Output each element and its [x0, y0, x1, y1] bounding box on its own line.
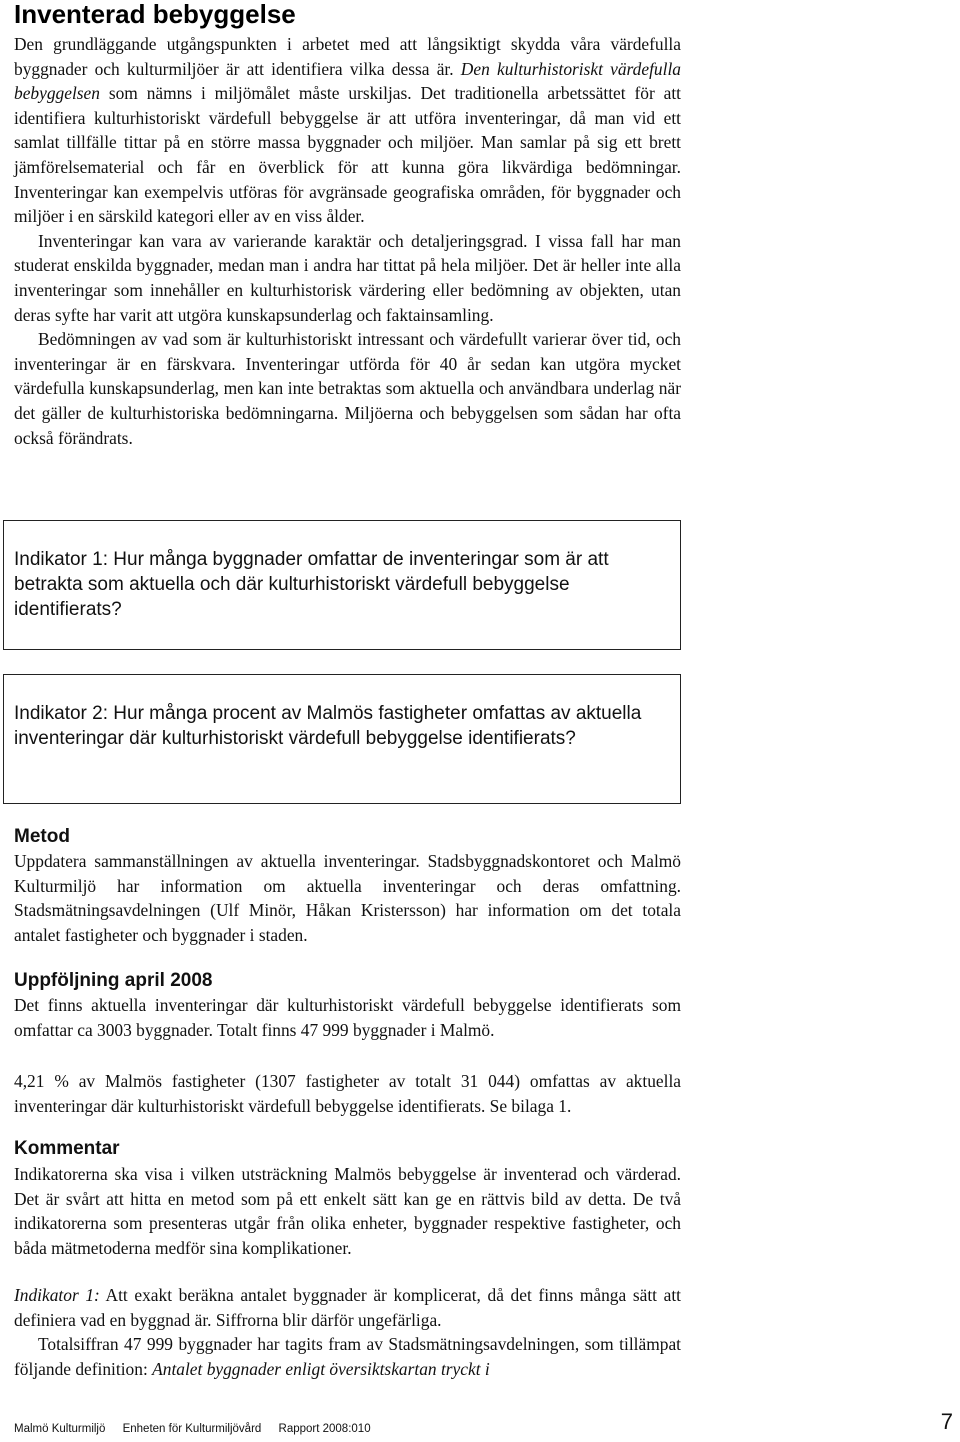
indicator-1-label: Indikator 1: [14, 1285, 100, 1305]
kommentar-text-block [14, 1162, 681, 1260]
footer-org: Malmö Kulturmiljö [14, 1423, 106, 1435]
page-number: 7 [940, 1409, 953, 1434]
uppfoljning-paragraph-2: 4,21 % av Malmös fastigheter (1307 fastigheter av totalt 31 044) omfattas av aktuella inventeringar där kulturhistoriskt värdefull bebyggelse identifierats. Se bilaga 1. [14, 1071, 681, 1116]
footer-report: Rapport 2008:010 [278, 1423, 371, 1435]
kommentar-paragraph-1: Indikatorerna ska visa i vilken utsträckning Malmös bebyggelse är inventerad och värderad. Det är svårt att hitta en metod som på ett enkelt sätt kan ge en rättvis bild av detta. De två indikatorerna som presenteras utgår från olika enheter, byggnader respektive fastigheter, och båda mätmetoderna medför sina komplikationer. [14, 1164, 681, 1258]
indicator-2-box [3, 674, 681, 804]
uppfoljning-heading: Uppföljning april 2008 [14, 970, 213, 991]
kommentar-p3-text: Totalsiffran 47 999 byggnader har tagits fram av Stadsmätningsavdelningen, som tillämpat följande definition: [14, 1334, 681, 1379]
indicator-1-box [3, 520, 681, 650]
indicator-2-text: Indikator 2: Hur många procent av Malmös fastigheter omfattas av aktuella inventeringar där kulturhistoriskt värdefull bebyggelse identifierats? [14, 703, 642, 749]
page-footer [14, 1423, 385, 1435]
intro-text [14, 32, 681, 450]
kommentar-text-block-2 [14, 1283, 681, 1381]
uppfoljning-paragraph-1: Det finns aktuella inventeringar där kulturhistoriskt värdefull bebyggelse identifierats som omfattar ca 3003 byggnader. Totalt finns 47 999 byggnader i Malmö. [14, 995, 681, 1040]
page-title: Inventerad bebyggelse [14, 0, 296, 29]
intro-paragraph-3: Bedömningen av vad som är kulturhistoriskt intressant och värdefullt varierar över tid, och inventeringar är en färskvara. Inventeringar utförda för 40 år sedan kan utgöra mycket värdefulla kunskapsunderlag, men kan inte betraktas som aktuella och användbara underlag när det gäller de kulturhistoriska bedömningarna. Miljöerna och bebyggelsen som sådan har ofta också förändrats. [14, 329, 681, 448]
metod-heading: Metod [14, 826, 70, 847]
kommentar-paragraph-2 [14, 1283, 681, 1332]
uppfoljning-text-block-2 [14, 1069, 681, 1118]
intro-p1-emphasis: Den kulturhistoriskt värdefulla bebyggelsen [14, 58, 681, 104]
kommentar-paragraph-3 [14, 1332, 681, 1381]
metod-text: Uppdatera sammanställningen av aktuella inventeringar. Stadsbyggnadskontoret och Malmö Kulturmiljö har information om aktuella inventeringar och deras omfattning. Stadsmätningsavdelningen (Ulf Minör, Håkan Kristersson) har information om det totala antalet fastigheter och byggnader i staden. [14, 851, 681, 945]
uppfoljning-text-block [14, 993, 681, 1042]
kommentar-p3-emphasis: Antalet byggnader enligt översiktskartan tryckt i [152, 1358, 490, 1379]
kommentar-p2-text: Att exakt beräkna antalet byggnader är komplicerat, då det finns många sätt att definiera vad en byggnad är. Siffrorna blir därför ungefärliga. [14, 1285, 681, 1330]
intro-paragraph-2: Inventeringar kan vara av varierande karaktär och detaljeringsgrad. I vissa fall har man studerat enskilda byggnader, medan man i andra har tittat på hela miljöer. Det är heller inte alla inventeringar som innehåller en kulturhistorisk värdering eller bedömning av objekten, utan deras syfte har varit att utgöra kunskapsunderlag och faktainsamling. [14, 230, 681, 325]
indicator-1-text: Indikator 1: Hur många byggnader omfattar de inventeringar som är att betrakta som aktuella och där kulturhistoriskt värdefull bebyggelse identifierats? [14, 549, 609, 620]
intro-p1-text: Den grundläggande utgångspunkten i arbetet med att långsiktigt skydda våra värdefulla byggnader och kulturmiljöer är att identifiera vilka dessa är. [14, 34, 681, 79]
kommentar-heading: Kommentar [14, 1138, 120, 1159]
intro-paragraph-1 [14, 32, 681, 229]
footer-unit: Enheten för Kulturmiljövård [122, 1423, 262, 1435]
intro-p1-text-cont: som nämns i miljömålet måste urskiljas. Det traditionella arbetssättet för att identifiera kulturhistoriskt värdefull bebyggelse är att utföra inventeringar, då man vid ett samlat tillfälle tittar på en större massa byggnader och miljöer. Man samlar på sig ett brett jämförelsematerial och får en överblick för att kunna göra likvärdiga bedömningar. Inventeringar kan exempelvis utföras för avgränsade geografiska områden, för byggnader och miljöer i en särskild kategori eller av en viss ålder. [14, 83, 681, 227]
metod-text-block [14, 849, 681, 947]
